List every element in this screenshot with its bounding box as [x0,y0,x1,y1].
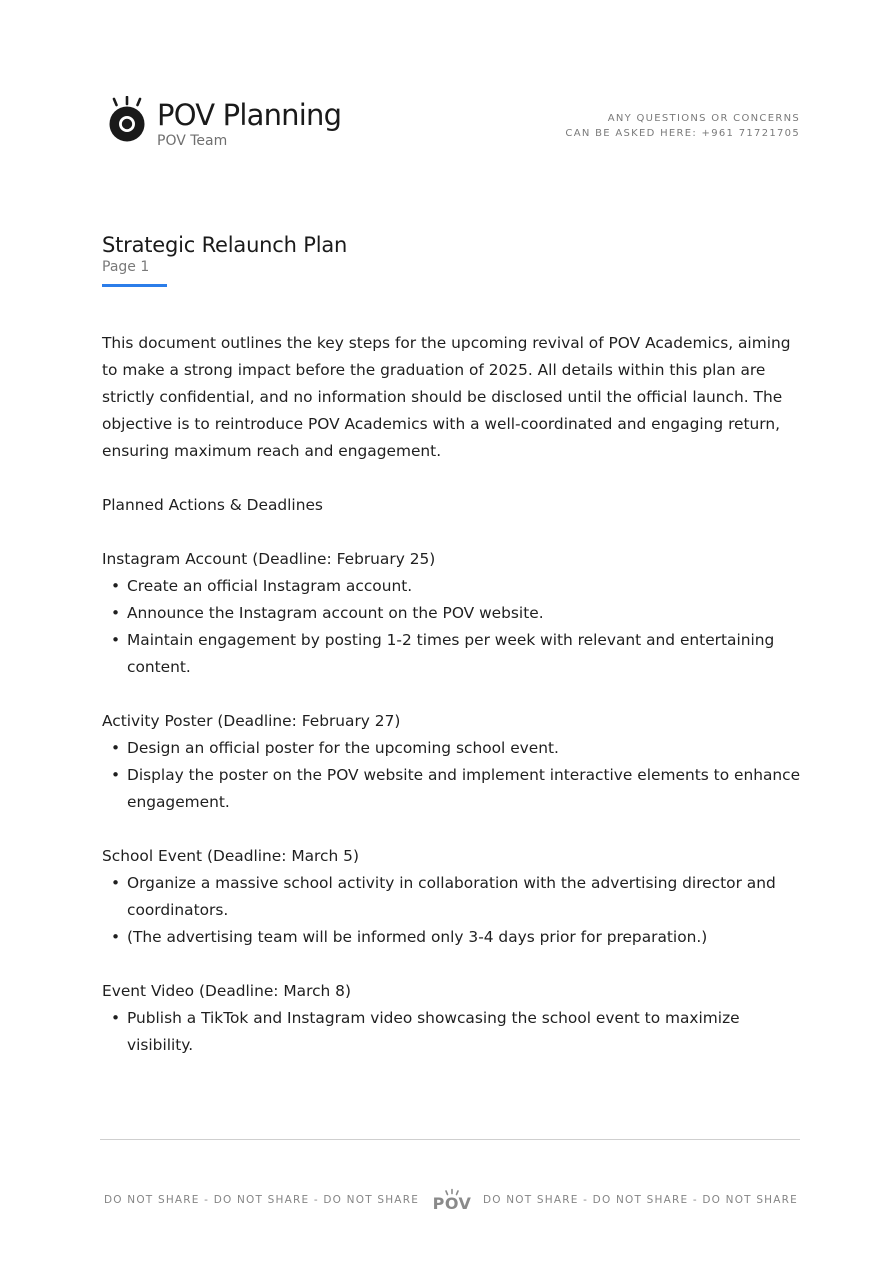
list-item: • Display the poster on the POV website and implement interactive elements to enhance engagement. [102,762,802,816]
pov-logo-icon [428,1188,476,1212]
list-item: • Design an official poster for the upcoming school event. [102,735,802,762]
action-list-instagram [102,573,802,681]
contact-line-2: CAN BE ASKED HERE: +961 71721705 [565,128,800,139]
intro-paragraph: This document outlines the key steps for the upcoming revival of POV Academics, aiming to make a strong impact before the graduation of 2025. All details within this plan are strictly confidential, and no information should be disclosed until the official launch. The objective is to reintroduce POV Academics with a well-coordinated and engaging return, ensuring maximum reach and engagement. [102,334,791,460]
list-item: • Maintain engagement by posting 1-2 times per week with relevant and entertaining content. [102,627,802,681]
action-list-school-event [102,870,802,951]
brand-subtitle: POV Team [157,133,228,149]
page-label: Page 1 [102,259,150,275]
contact-line-1: ANY QUESTIONS OR CONCERNS [607,113,800,124]
document-title: Strategic Relaunch Plan [102,233,348,257]
footer-logo-text: POV [432,1194,472,1212]
list-item: • Announce the Instagram account on the POV website. [102,600,802,627]
footer-divider [100,1139,800,1140]
page-header [108,96,800,156]
eye-logo-icon [108,96,146,144]
action-list-poster [102,735,802,816]
list-item: • Publish a TikTok and Instagram video showcasing the school event to maximize visibility. [102,1005,802,1059]
list-item: • Create an official Instagram account. [102,573,802,600]
action-list-event-video [102,1005,802,1059]
document-title-block [102,232,347,287]
list-item: • (The advertising team will be informed only 3-4 days prior for preparation.) [102,924,802,951]
section-heading: Planned Actions & Deadlines [102,496,323,514]
brand-title: POV Planning [157,98,342,132]
action-heading-poster: Activity Poster (Deadline: February 27) [102,712,401,730]
contact-info [565,111,800,141]
action-heading-school-event: School Event (Deadline: March 5) [102,847,359,865]
page-footer [100,1188,800,1212]
brand [157,98,341,150]
action-heading-instagram: Instagram Account (Deadline: February 25) [102,550,436,568]
action-heading-event-video: Event Video (Deadline: March 8) [102,982,351,1000]
list-item: • Organize a massive school activity in collaboration with the advertising director and coordinators. [102,870,802,924]
footer-warning-right: DO NOT SHARE - DO NOT SHARE - DO NOT SHARE [482,1194,798,1206]
footer-warning-left: DO NOT SHARE - DO NOT SHARE - DO NOT SHARE [104,1194,420,1206]
title-underline [102,284,167,287]
document-body [102,330,802,1059]
